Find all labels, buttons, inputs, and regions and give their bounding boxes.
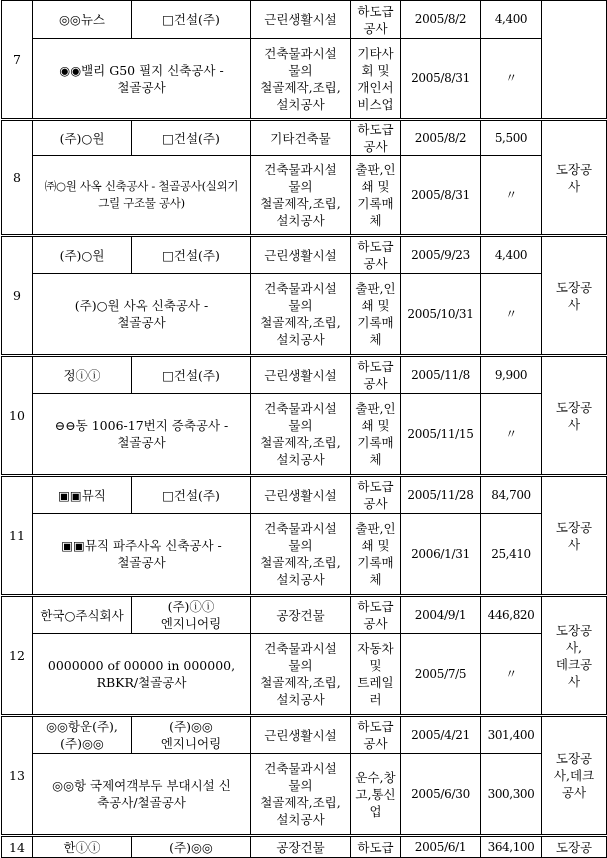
row-number-text: 12: [9, 648, 25, 663]
client-cell-text: ◎◎항운(주), (주)◎◎: [46, 719, 118, 751]
note-cell-text: 도장공 사, 데크공 사: [555, 622, 593, 689]
row-number: [2, 356, 33, 476]
note-cell: [542, 596, 607, 716]
amount-cell-text: 84,700: [491, 487, 531, 502]
project-cell: [33, 274, 251, 356]
contractor-cell: [132, 476, 251, 514]
row-number: [2, 476, 33, 596]
client-cell: [33, 1, 132, 39]
building-type-cell-text: 근린생활시설: [264, 487, 337, 503]
building-type-cell-text: 근린생활시설: [264, 247, 337, 263]
row-number-text: 7: [13, 52, 21, 67]
contractor-cell-text: □건설(주): [162, 247, 220, 263]
note-cell: [542, 476, 607, 596]
note-cell: [542, 120, 607, 236]
amount-cell-text: 〃: [505, 426, 517, 441]
amount-cell: [481, 356, 542, 394]
row-number-text: 8: [13, 170, 21, 185]
table-row: [2, 236, 607, 274]
client-cell-text: ▣▣뮤직: [58, 487, 106, 503]
note-cell-text: 도장공 사: [555, 399, 593, 432]
table-row: [2, 596, 607, 634]
field-cell: [351, 514, 401, 596]
field-cell-text: 운수,창 고,통신 업: [355, 769, 396, 819]
date-cell-text: 2004/9/1: [414, 607, 467, 622]
contractor-cell-text: □건설(주): [162, 130, 220, 146]
date-cell: [401, 634, 481, 716]
amount-cell: [481, 1, 542, 39]
client-cell: [33, 596, 132, 634]
project-cell: [33, 156, 251, 236]
amount-cell: [481, 596, 542, 634]
note-cell: [542, 1, 607, 120]
contract-kind-cell: [351, 836, 401, 858]
building-type-cell-text: 근린생활시설: [264, 727, 337, 743]
table-row: [2, 356, 607, 394]
amount-cell-text: 〃: [505, 187, 517, 202]
table-row: [2, 754, 607, 836]
scope-cell: [251, 754, 351, 836]
amount-cell-text: 〃: [505, 306, 517, 321]
client-cell-text: 한ⓘⓘ: [63, 839, 101, 855]
note-cell: [542, 716, 607, 836]
building-type-cell: [251, 236, 351, 274]
contract-kind-cell-text: 하도급 공사: [357, 599, 394, 631]
date-cell-text: 2005/6/30: [411, 786, 470, 801]
date-cell-text: 2005/11/28: [407, 487, 474, 502]
scope-cell: [251, 274, 351, 356]
client-cell: [33, 120, 132, 156]
scope-cell-text: 건축물과시설 물의 철골제작,조립, 설치공사: [260, 401, 341, 467]
table-row: [2, 634, 607, 716]
note-cell: [542, 836, 607, 858]
amount-cell: [481, 156, 542, 236]
field-cell: [351, 39, 401, 120]
note-cell: [542, 356, 607, 476]
client-cell-text: 정ⓘⓘ: [63, 367, 101, 383]
row-number: [2, 1, 33, 120]
contractor-cell: [132, 836, 251, 858]
note-cell-text: 도장공 사,데크 공사: [553, 751, 595, 800]
contract-kind-cell-text: 하도급: [357, 839, 394, 855]
note-cell-text: 도장공 사: [555, 519, 593, 552]
scope-cell: [251, 634, 351, 716]
table-row: [2, 1, 607, 39]
scope-cell-text: 건축물과시설 물의 철골제작,조립, 설치공사: [260, 162, 341, 228]
row-number: [2, 596, 33, 716]
date-cell: [401, 754, 481, 836]
contract-kind-cell: [351, 356, 401, 394]
date-cell-text: 2005/7/5: [414, 666, 467, 681]
note-cell-text: 도장공: [555, 839, 593, 855]
row-number-text: 11: [9, 528, 25, 543]
row-number: [2, 120, 33, 236]
table-row: [2, 156, 607, 236]
scope-cell-text: 건축물과시설 물의 철골제작,조립, 설치공사: [260, 521, 341, 587]
contract-kind-cell: [351, 476, 401, 514]
contract-kind-cell-text: 하도급 공사: [357, 239, 394, 271]
amount-cell-text: 4,400: [494, 247, 528, 262]
date-cell-text: 2006/1/31: [411, 546, 470, 561]
field-cell: [351, 394, 401, 476]
amount-cell: [481, 716, 542, 754]
row-number: [2, 716, 33, 836]
amount-cell: [481, 634, 542, 716]
amount-cell-text: 9,900: [494, 367, 528, 382]
contractor-cell-text: □건설(주): [162, 12, 220, 27]
field-cell: [351, 156, 401, 236]
table-row: [2, 274, 607, 356]
table-row: [2, 836, 607, 858]
field-cell: [351, 274, 401, 356]
client-cell-text: (주)○원: [59, 130, 105, 146]
field-cell-text: 출판,인 쇄 및 기록매 체: [355, 401, 396, 467]
table-row: [2, 39, 607, 120]
date-cell-text: 2005/10/31: [407, 306, 474, 321]
date-cell: [401, 716, 481, 754]
field-cell-text: 출판,인 쇄 및 기록매 체: [355, 521, 396, 587]
row-number: [2, 236, 33, 356]
scope-cell-text: 건축물과시설 물의 철골제작,조립, 설치공사: [260, 761, 341, 827]
contractor-cell-text: □건설(주): [162, 367, 220, 383]
field-cell-text: 출판,인 쇄 및 기록매 체: [355, 162, 396, 228]
building-type-cell: [251, 1, 351, 39]
contractor-cell: [132, 1, 251, 39]
building-type-cell: [251, 476, 351, 514]
amount-cell-text: 〃: [505, 71, 517, 85]
contract-kind-cell: [351, 120, 401, 156]
contractor-cell-text: (주)◎◎: [169, 839, 213, 855]
scope-cell-text: 건축물과시설 물의 철골제작,조립, 설치공사: [260, 281, 341, 347]
row-number-text: 10: [9, 408, 25, 423]
scope-cell: [251, 514, 351, 596]
date-cell: [401, 596, 481, 634]
date-cell: [401, 836, 481, 858]
table-row: [2, 716, 607, 754]
building-type-cell: [251, 716, 351, 754]
table-body: [2, 1, 607, 858]
client-cell: [33, 356, 132, 394]
building-type-cell: [251, 356, 351, 394]
contract-kind-cell-text: 하도급 공사: [357, 479, 394, 511]
building-type-cell: [251, 596, 351, 634]
date-cell-text: 2005/11/15: [407, 426, 474, 441]
building-type-cell-text: 근린생활시설: [264, 12, 337, 27]
contractor-cell-text: (주)ⓘⓘ 엔지니어링: [160, 599, 222, 631]
amount-cell: [481, 120, 542, 156]
client-cell: [33, 236, 132, 274]
amount-cell-text: 5,500: [494, 130, 528, 145]
date-cell-text: 2005/9/23: [411, 247, 470, 262]
note-cell: [542, 236, 607, 356]
note-cell-text: 도장공 사: [555, 161, 593, 194]
contract-table: [1, 0, 607, 858]
project-cell: [33, 754, 251, 836]
contractor-cell-text: (주)◎◎ 엔지니어링: [160, 719, 222, 751]
contractor-cell: [132, 356, 251, 394]
table-row: [2, 394, 607, 476]
field-cell: [351, 754, 401, 836]
building-type-cell-text: 기타건축물: [270, 130, 331, 146]
row-number-text: 9: [13, 288, 21, 303]
client-cell-text: (주)○원: [59, 247, 105, 263]
date-cell-text: 2005/8/31: [411, 187, 470, 202]
building-type-cell-text: 근린생활시설: [264, 367, 337, 383]
project-cell-text: ⊖⊖동 1006-17번지 증축공사 - 철골공사: [54, 418, 229, 450]
amount-cell: [481, 476, 542, 514]
amount-cell-text: 364,100: [487, 839, 535, 854]
amount-cell-text: 4,400: [494, 12, 528, 26]
date-cell: [401, 156, 481, 236]
contractor-cell: [132, 716, 251, 754]
contractor-cell: [132, 596, 251, 634]
contract-kind-cell-text: 하도급 공사: [357, 122, 394, 154]
field-cell-text: 기타사 회 및 개인서 비스업: [357, 45, 394, 112]
building-type-cell: [251, 836, 351, 858]
scope-cell: [251, 156, 351, 236]
date-cell-text: 2005/8/2: [414, 130, 467, 145]
contractor-cell: [132, 120, 251, 156]
contract-kind-cell: [351, 716, 401, 754]
date-cell: [401, 394, 481, 476]
project-cell: [33, 394, 251, 476]
amount-cell: [481, 39, 542, 120]
contract-kind-cell-text: 하도급 공사: [357, 719, 394, 751]
project-cell-text: ㈜○원 사옥 신축공사 - 철골공사(실외기 그릴 구조물 공사): [44, 179, 239, 210]
date-cell: [401, 1, 481, 39]
amount-cell: [481, 274, 542, 356]
date-cell: [401, 39, 481, 120]
amount-cell-text: 301,400: [487, 727, 535, 742]
amount-cell: [481, 754, 542, 836]
contract-kind-cell: [351, 596, 401, 634]
date-cell: [401, 236, 481, 274]
client-cell: [33, 836, 132, 858]
date-cell-text: 2005/6/1: [414, 839, 467, 854]
note-cell-text: 도장공 사: [555, 279, 593, 312]
project-cell: [33, 514, 251, 596]
scope-cell-text: 건축물과시설 물의 철골제작,조립, 설치공사: [260, 641, 341, 707]
date-cell: [401, 476, 481, 514]
date-cell-text: 2005/11/8: [411, 367, 470, 382]
contract-kind-cell-text: 하도급 공사: [357, 3, 394, 36]
client-cell-text: ◎◎뉴스: [59, 12, 105, 27]
scope-cell: [251, 394, 351, 476]
date-cell: [401, 514, 481, 596]
amount-cell-text: 25,410: [491, 546, 531, 561]
amount-cell-text: 446,820: [487, 607, 535, 622]
amount-cell: [481, 394, 542, 476]
client-cell: [33, 716, 132, 754]
project-cell-text: ◉◉밸리 G50 필지 신축공사 - 철골공사: [59, 62, 224, 95]
amount-cell: [481, 836, 542, 858]
client-cell-text: 한국○주식회사: [40, 607, 124, 623]
project-cell-text: ◎◎항 국제여객부두 부대시설 신 축공사/철골공사: [52, 778, 231, 810]
date-cell-text: 2005/4/21: [411, 727, 470, 742]
project-cell: [33, 39, 251, 120]
project-cell-text: (주)○원 사옥 신축공사 - 철골공사: [74, 298, 209, 330]
contract-kind-cell: [351, 1, 401, 39]
building-type-cell-text: 공장건물: [276, 607, 325, 623]
row-number-text: 14: [9, 839, 25, 855]
project-cell-text: ▣▣뮤직 파주사옥 신축공사 - 철골공사: [61, 538, 222, 570]
amount-cell: [481, 236, 542, 274]
contractor-cell: [132, 236, 251, 274]
date-cell-text: 2005/8/31: [411, 71, 470, 85]
contract-kind-cell: [351, 236, 401, 274]
row-number-text: 13: [9, 768, 25, 783]
field-cell: [351, 634, 401, 716]
amount-cell-text: 〃: [505, 666, 517, 681]
table-row: [2, 514, 607, 596]
contractor-cell-text: □건설(주): [162, 487, 220, 503]
row-number: [2, 836, 33, 858]
amount-cell: [481, 514, 542, 596]
scope-cell: [251, 39, 351, 120]
date-cell: [401, 274, 481, 356]
field-cell-text: 자동차 및 트레일 러: [357, 641, 394, 707]
project-cell: [33, 634, 251, 716]
date-cell: [401, 356, 481, 394]
building-type-cell-text: 공장건물: [276, 839, 325, 855]
table-row: [2, 476, 607, 514]
date-cell: [401, 120, 481, 156]
client-cell: [33, 476, 132, 514]
scope-cell-text: 건축물과시설 물의 철골제작,조립, 설치공사: [260, 45, 341, 112]
amount-cell-text: 300,300: [487, 786, 535, 801]
contract-kind-cell-text: 하도급 공사: [357, 359, 394, 391]
field-cell-text: 출판,인 쇄 및 기록매 체: [355, 281, 396, 347]
date-cell-text: 2005/8/2: [414, 12, 467, 26]
project-cell-text: 0000000 of 00000 in 000000, RBKR/철골공사: [47, 658, 236, 690]
building-type-cell: [251, 120, 351, 156]
table-row: [2, 120, 607, 156]
